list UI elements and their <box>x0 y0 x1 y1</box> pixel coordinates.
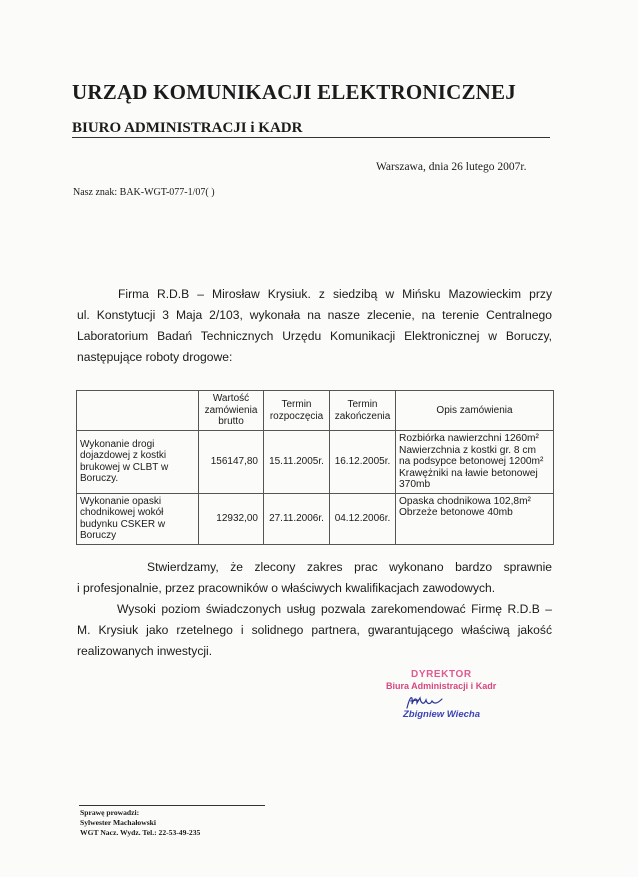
city-date: Warszawa, dnia 26 lutego 2007r. <box>376 161 527 173</box>
header-end: Termin zakończenia <box>330 391 396 431</box>
description-line: Obrzeże betonowe 40mb <box>399 507 513 518</box>
reference-number: Nasz znak: BAK-WGT-077-1/07( ) <box>73 187 215 198</box>
closing-line: Stwierdzamy, że zlecony zakres prac wykonano bardzo sprawnie <box>147 560 552 574</box>
order-end: 04.12.2006r. <box>330 493 396 544</box>
table-row <box>77 431 554 494</box>
description-line: Opaska chodnikowa 102,8m² <box>399 495 531 507</box>
header-name <box>77 391 199 431</box>
description-line: Rozbiórka nawierzchni 1260m² <box>399 433 539 444</box>
stamp-name: Zbigniew Wiecha <box>403 709 480 720</box>
orders-table <box>76 390 554 545</box>
footer-line: Sprawę prowadzi: <box>80 808 140 817</box>
order-description <box>396 493 554 544</box>
table-row <box>77 493 554 544</box>
intro-line: Firma R.D.B – Mirosław Krysiuk. z siedzibą w Mińsku Mazowieckim przy <box>118 287 552 301</box>
table-header-row <box>77 391 554 431</box>
footer-line: Sylwester Machałowski <box>80 818 157 827</box>
description-line: 370mb <box>399 479 431 490</box>
header-start: Termin rozpoczęcia <box>264 391 330 431</box>
closing-line: M. Krysiuk jako rzetelnego i solidnego partnera, gwarantującego właściwą jakość <box>77 623 552 637</box>
order-value: 156147,80 <box>199 431 264 494</box>
header-description: Opis zamówienia <box>396 391 554 431</box>
header-value: Wartość zamówienia brutto <box>199 391 264 431</box>
footer-contact <box>80 808 200 838</box>
order-value: 12932,00 <box>199 493 264 544</box>
stamp-department: Biura Administracji i Kadr <box>386 681 497 691</box>
order-start: 27.11.2006r. <box>264 493 330 544</box>
description-line: Krawężniki na ławie betonowej <box>399 467 538 479</box>
intro-line: Laboratorium Badań Technicznych Urzędu Komunikacji Elektronicznej w Boruczy, <box>77 329 552 343</box>
closing-line: Wysoki poziom świadczonych usług pozwala zarekomendować Firmę R.D.B – <box>117 602 552 616</box>
order-end: 16.12.2005r. <box>330 431 396 494</box>
order-name: Wykonanie opaski chodnikowej wokół budynku CSKER w Boruczy <box>77 493 199 544</box>
intro-paragraph <box>77 284 552 368</box>
description-line: Nawierzchnia z kostki gr. 8 cm <box>399 444 537 456</box>
intro-line: następujące roboty drogowe: <box>77 350 233 364</box>
stamp-title: DYREKTOR <box>411 669 472 680</box>
order-start: 15.11.2005r. <box>264 431 330 494</box>
header-rule <box>72 137 550 138</box>
order-description <box>396 431 554 494</box>
footer-rule <box>79 805 265 806</box>
closing-line: i profesjonalnie, przez pracowników o właściwych kwalifikacjach zawodowych. <box>77 581 496 595</box>
footer-line: WGT Nacz. Wydz. Tel.: 22-53-49-235 <box>80 828 201 837</box>
department-name: BIURO ADMINISTRACJI i KADR <box>72 120 303 136</box>
order-name: Wykonanie drogi dojazdowej z kostki brukowej w CLBT w Boruczy. <box>77 431 199 494</box>
closing-line: realizowanych inwestycji. <box>77 644 213 658</box>
intro-line: ul. Konstytucji 3 Maja 2/103, wykonała na nasze zlecenie, na terenie Centralnego <box>77 308 552 322</box>
closing-paragraph <box>77 557 552 662</box>
organization-name: URZĄD KOMUNIKACJI ELEKTRONICZNEJ <box>72 80 516 104</box>
description-line: na podsypce betonowej 1200m² <box>399 456 544 467</box>
